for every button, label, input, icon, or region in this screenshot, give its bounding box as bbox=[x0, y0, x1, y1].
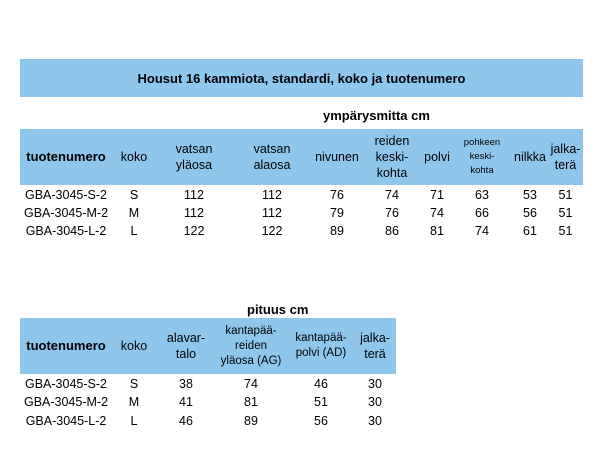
table-cell: 81 bbox=[244, 395, 258, 409]
table-cell: 76 bbox=[385, 206, 399, 220]
table-cell: GBA-3045-M-2 bbox=[23, 206, 109, 220]
table-cell: 81 bbox=[430, 224, 444, 238]
header-calf-mid bbox=[452, 129, 512, 185]
table-cell: 30 bbox=[368, 377, 382, 391]
table-cell: 51 bbox=[558, 188, 573, 202]
header-line: polvi (AD) bbox=[295, 347, 347, 359]
table-cell: 56 bbox=[314, 414, 328, 428]
table-cell: 76 bbox=[330, 188, 344, 202]
table-cell: 66 bbox=[475, 206, 489, 220]
header-line: reiden bbox=[374, 134, 410, 148]
table-cell: 51 bbox=[558, 206, 573, 220]
table-cell: 112 bbox=[262, 206, 282, 220]
header-line: yläosa bbox=[175, 158, 213, 172]
table-row bbox=[20, 412, 396, 430]
table-cell: GBA-3045-S-2 bbox=[25, 377, 107, 391]
page-title-bar bbox=[20, 59, 583, 97]
header-line: yläosa (AG) bbox=[220, 354, 282, 367]
table-cell: 30 bbox=[368, 414, 382, 428]
table-cell: GBA-3045-S-2 bbox=[25, 188, 107, 202]
table1-caption: ympärysmitta cm bbox=[323, 108, 430, 123]
table-cell: 46 bbox=[314, 377, 328, 391]
header-line: jalka- bbox=[360, 331, 390, 345]
table-cell: 46 bbox=[179, 414, 193, 428]
table-row bbox=[20, 375, 396, 393]
table-row bbox=[20, 186, 583, 204]
table-cell: 112 bbox=[262, 188, 282, 202]
table-row bbox=[20, 393, 396, 411]
table-cell: L bbox=[130, 414, 138, 428]
table-cell: 89 bbox=[244, 414, 258, 428]
table-cell: L bbox=[130, 224, 138, 238]
table-cell: 112 bbox=[184, 206, 204, 220]
header-line: keski- bbox=[375, 150, 409, 164]
table-cell: 71 bbox=[430, 188, 444, 202]
table-cell: 63 bbox=[475, 188, 489, 202]
header-knee: polvi bbox=[424, 150, 450, 164]
table-cell: GBA-3045-L-2 bbox=[25, 414, 107, 428]
header-line: terä bbox=[364, 347, 386, 361]
table-cell: M bbox=[128, 206, 140, 220]
header-line: terä bbox=[554, 158, 577, 172]
header-line: alavar- bbox=[166, 331, 206, 345]
header-waist-lower bbox=[232, 129, 312, 185]
header-foot bbox=[356, 318, 394, 374]
header-groin: nivunen bbox=[315, 150, 359, 164]
header-lower-back bbox=[156, 318, 216, 374]
header-heel-knee bbox=[286, 318, 356, 374]
table-cell: S bbox=[129, 188, 139, 202]
header-code: tuotenumero bbox=[26, 149, 106, 164]
header-line: kantapää- bbox=[225, 324, 277, 337]
header-heel-thigh bbox=[216, 318, 286, 374]
page-title: Housut 16 kammiota, standardi, koko ja tuotenumero bbox=[137, 70, 466, 86]
table-row bbox=[20, 222, 583, 240]
header-thigh-mid bbox=[362, 129, 422, 185]
header-line: kantapää- bbox=[295, 332, 347, 344]
table-cell: GBA-3045-L-2 bbox=[25, 224, 107, 238]
header-line: kohta bbox=[470, 165, 494, 176]
header-line: kohta bbox=[376, 166, 408, 180]
table-cell: 79 bbox=[330, 206, 344, 220]
table1-header bbox=[20, 129, 583, 185]
table-cell: 74 bbox=[475, 224, 489, 238]
table-cell: 122 bbox=[183, 224, 205, 238]
table-cell: 53 bbox=[523, 188, 537, 202]
table-cell: 51 bbox=[558, 224, 573, 238]
table-cell: 61 bbox=[523, 224, 537, 238]
table-cell: 122 bbox=[261, 224, 283, 238]
header-ankle: nilkka bbox=[514, 150, 546, 164]
table-row bbox=[20, 204, 583, 222]
table-cell: 51 bbox=[314, 395, 328, 409]
table-cell: M bbox=[128, 395, 140, 409]
table-cell: 38 bbox=[179, 377, 193, 391]
table-cell: 86 bbox=[385, 224, 399, 238]
header-line: alaosa bbox=[253, 158, 291, 172]
header-code: tuotenumero bbox=[26, 338, 106, 353]
table-cell: 30 bbox=[368, 395, 382, 409]
table-cell: 74 bbox=[244, 377, 258, 391]
header-foot bbox=[548, 129, 583, 185]
table-cell: 74 bbox=[385, 188, 399, 202]
header-line: vatsan bbox=[253, 142, 291, 156]
table-cell: 112 bbox=[184, 188, 204, 202]
table-cell: S bbox=[129, 377, 139, 391]
header-line: vatsan bbox=[175, 142, 213, 156]
table-cell: 56 bbox=[523, 206, 537, 220]
table-cell: 74 bbox=[430, 206, 444, 220]
header-line: jalka- bbox=[550, 142, 581, 156]
header-size: koko bbox=[120, 150, 148, 164]
header-line: pohkeen bbox=[463, 137, 501, 148]
table-cell: 89 bbox=[330, 224, 344, 238]
header-size: koko bbox=[120, 339, 148, 353]
table2-caption: pituus cm bbox=[247, 302, 309, 317]
header-line: talo bbox=[175, 347, 197, 361]
header-waist-upper bbox=[156, 129, 232, 185]
header-line: reiden bbox=[235, 339, 267, 352]
table2-header bbox=[20, 318, 396, 374]
table-cell: GBA-3045-M-2 bbox=[23, 395, 109, 409]
header-line: keski- bbox=[469, 151, 495, 162]
table-cell: 41 bbox=[179, 395, 193, 409]
